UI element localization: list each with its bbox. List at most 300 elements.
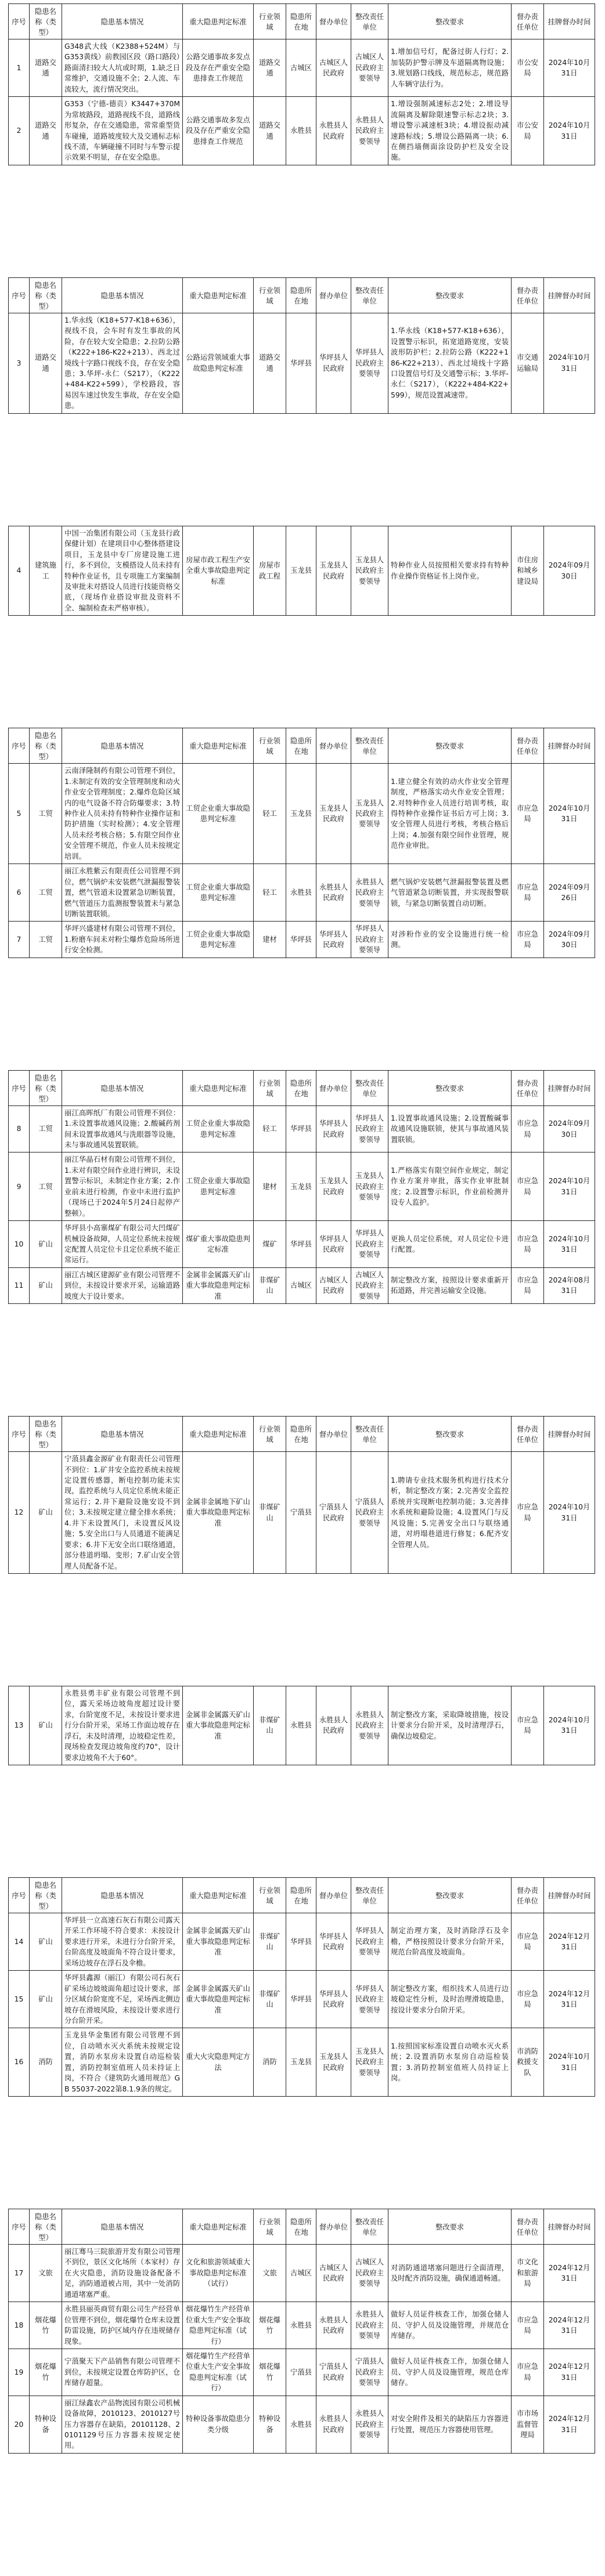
cell-no: 5: [9, 764, 30, 864]
cell-desc: 中国一冶集团有限公司（玉龙县行政保健计划）在建项目中心整体搭建设项目，玉龙县中专厂房建设施工进行，多不到位，支模搭设人员未持有特种作业证书，且专项施工方案编制及审批未对搭设人员进行技能资格交底，（现场作业搭设审批及资料不全、编制检查未严格审核）。: [62, 526, 183, 616]
cell-no: 2: [9, 97, 30, 165]
cell-desc: 丽江骞马三院旅游开发有限公司管理不到位，景区文化场所（本家村）存在火灾隐患，消防设施设备配备不足，消防通道被占用，其中一处消防通道堵塞严重。: [62, 2245, 183, 2302]
table-row: [9, 1452, 595, 1574]
cell-sup: 玉龙县人民政府: [316, 526, 351, 616]
cell-supdept: 市应急局: [512, 764, 544, 864]
cell-supdept: 市应急局: [512, 922, 544, 958]
cell-name: 道路交通: [30, 39, 62, 97]
cell-std: 工贸企业重大事故隐患判定标准: [183, 864, 254, 922]
cell-std: 金属非金属露天矿山重大事故隐患判定标准: [183, 1971, 254, 2028]
cell-sup: 永胜县人民政府: [316, 97, 351, 165]
column-header: 行业领域: [254, 1417, 286, 1452]
cell-time: 2024年12月31日: [544, 2349, 595, 2396]
cell-loc: 华坪县: [286, 922, 316, 958]
cell-std: 工贸企业重大事故隐患判定标准: [183, 1105, 254, 1152]
column-header: 行业领域: [254, 277, 286, 313]
table-row: [9, 1913, 595, 1971]
cell-sup: 玉龙县人民政府: [316, 1152, 351, 1221]
table-row: [9, 764, 595, 864]
cell-supdept: 市市场监督管理局: [512, 2396, 544, 2453]
cell-resp: 华坪县人民政府主要领导: [351, 1913, 388, 1971]
cell-loc: 华坪县: [286, 1971, 316, 2028]
column-header: 整改责任单位: [351, 1070, 388, 1105]
cell-ind: 建材: [254, 922, 286, 958]
cell-std: 特种设备事故隐患分类分级: [183, 2396, 254, 2453]
column-header: 隐患名称（类型）: [30, 1878, 62, 1913]
cell-req: 制定整改方案，采取降坡措施，按设计要求分台阶开采，及时清理浮石，确保边坡稳定。: [388, 1686, 512, 1765]
table-header-row: [9, 2209, 595, 2245]
cell-resp: 玉龙县人民政府主要领导: [351, 764, 388, 864]
cell-no: 8: [9, 1105, 30, 1152]
cell-resp: 永胜县人民政府主要领导: [351, 2396, 388, 2453]
cell-sup: 华坪县人民政府: [316, 1221, 351, 1268]
cell-resp: 古城区人民政府主要领导: [351, 39, 388, 97]
table-row: [9, 2349, 595, 2396]
cell-loc: 古城区: [286, 2245, 316, 2302]
cell-req: 特种作业人员按照相关要求持有特种作业操作资格证书上岗作业。: [388, 526, 512, 616]
column-header: 隐患基本情况: [62, 4, 183, 39]
cell-time: 2024年10月31日: [544, 2028, 595, 2097]
hazard-table: [8, 2209, 595, 2454]
cell-time: 2024年12月31日: [544, 1913, 595, 1971]
cell-supdept: 市应急局: [512, 2302, 544, 2349]
column-header: 挂牌督办时间: [544, 1070, 595, 1105]
column-header: 整改责任单位: [351, 277, 388, 313]
table-row: [9, 526, 595, 616]
cell-name: 烟花爆竹: [30, 2302, 62, 2349]
column-header: 隐患名称（类型）: [30, 1417, 62, 1452]
cell-name: 矿山: [30, 1686, 62, 1765]
cell-supdept: 市应急局: [512, 1452, 544, 1574]
cell-sup: 永胜县人民政府: [316, 864, 351, 922]
cell-req: 对安全附件及相关的缺陷压力容器进行处置，规范压力容器使用管理。: [388, 2396, 512, 2453]
table-row: [9, 1152, 595, 1221]
cell-supdept: 市应急局: [512, 1152, 544, 1221]
column-header: 督办单位: [316, 1070, 351, 1105]
cell-sup: 古城区人民政府: [316, 39, 351, 97]
cell-desc: 华坪县一立高速石灰石有限公司露天开采工作环境不符合要求：未按设计要求进行开采，未进行分台阶开采，台阶高度及坡面角不符合设计要求，采场边坡存在浮石及伞檐。: [62, 1913, 183, 1971]
column-header: 整改要求: [388, 728, 512, 764]
cell-sup: 宁蒗县人民政府: [316, 1452, 351, 1574]
column-header: 重大隐患判定标准: [183, 1417, 254, 1452]
cell-desc: 丽江华晶石材有限公司管理不到位，1.未对有限空间作业进行辨识，未设置警示标识，未制定作业方案；2.作业前未进行检测，作业中未进行监护（现场已于2024年5月24日起停产整顿）。: [62, 1152, 183, 1221]
cell-req: 制定整改方案，按照设计要求重新开拓道路，并完善运输安全设施。: [388, 1267, 512, 1303]
cell-supdept: 市消防救援支队: [512, 2028, 544, 2097]
cell-no: 15: [9, 1971, 30, 2028]
cell-no: 14: [9, 1913, 30, 1971]
cell-std: 金属非金属露天矿山重大事故隐患判定标准: [183, 1913, 254, 1971]
table-header-row: [9, 4, 595, 39]
column-header: 行业领域: [254, 1070, 286, 1105]
cell-std: 工贸企业重大事故隐患判定标准: [183, 764, 254, 864]
cell-req: 做好人员证件核查工作，加强仓储人员、守护人员及设施管理，规范仓库储存。: [388, 2349, 512, 2396]
cell-name: 矿山: [30, 1452, 62, 1574]
column-header: 督办单位: [316, 277, 351, 313]
cell-resp: 宁蒗县人民政府主要领导: [351, 2349, 388, 2396]
column-header: 整改责任单位: [351, 1878, 388, 1913]
cell-std: 公路交通事故多发点段及存在严重安全隐患排查工作规范: [183, 97, 254, 165]
cell-ind: 烟花爆竹: [254, 2349, 286, 2396]
column-header: 整改要求: [388, 277, 512, 313]
column-header: 督办单位: [316, 1878, 351, 1913]
cell-ind: 非煤矿山: [254, 1913, 286, 1971]
column-header: 隐患所在地: [286, 1878, 316, 1913]
cell-ind: 房屋市政工程: [254, 526, 286, 616]
cell-req: 对消防通道堵塞问题进行全面清理，及时配齐消防设施，确保通道畅通。: [388, 2245, 512, 2302]
cell-time: 2024年08月31日: [544, 1267, 595, 1303]
cell-resp: 永胜县人民政府主要领导: [351, 97, 388, 165]
cell-loc: 永胜县: [286, 97, 316, 165]
cell-sup: 永胜县人民政府: [316, 1686, 351, 1765]
cell-ind: 非煤矿山: [254, 1686, 286, 1765]
cell-time: 2024年10月31日: [544, 313, 595, 413]
column-header: 督办责任单位: [512, 2209, 544, 2245]
column-header: 隐患所在地: [286, 2209, 316, 2245]
cell-std: 煤矿重大事故隐患判定标准: [183, 1221, 254, 1268]
cell-std: 工贸企业重大事故隐患判定标准: [183, 922, 254, 958]
cell-req: 1.建立健全有效的动火作业安全管理制度，严格落实动火作业安全管理；2.对特种作业人员进行培训考核，取得特种作业操作证书后方可上岗；3.安全管理人员进行考核，考核合格后上岗；4.加强有限空间作业管理，规范作业审批。: [388, 764, 512, 864]
column-header: 督办单位: [316, 4, 351, 39]
cell-no: 9: [9, 1152, 30, 1221]
table-row: [9, 1221, 595, 1268]
cell-desc: 玉龙县华金集团有限公司管理不到位，自动喷水灭火系统未按规定设置，消防水泵房未设置自动巡检装置，消防控制室值班人员未持证上岗，不符合《建筑防火通用规范》GB 55037-2022第8.1.9条的规定。: [62, 2028, 183, 2097]
column-header: 隐患所在地: [286, 4, 316, 39]
cell-name: 工贸: [30, 1105, 62, 1152]
cell-loc: 玉龙县: [286, 526, 316, 616]
column-header: 整改责任单位: [351, 728, 388, 764]
cell-no: 10: [9, 1221, 30, 1268]
column-header: 督办责任单位: [512, 728, 544, 764]
column-header: 隐患所在地: [286, 728, 316, 764]
cell-name: 道路交通: [30, 313, 62, 413]
column-header: 隐患名称（类型）: [30, 728, 62, 764]
column-header: 整改责任单位: [351, 1417, 388, 1452]
column-header: 重大隐患判定标准: [183, 2209, 254, 2245]
cell-name: 矿山: [30, 1971, 62, 2028]
cell-ind: 道路交通: [254, 97, 286, 165]
cell-no: 4: [9, 526, 30, 616]
column-header: 行业领域: [254, 4, 286, 39]
cell-time: 2024年12月31日: [544, 2302, 595, 2349]
column-header: 重大隐患判定标准: [183, 1070, 254, 1105]
hazard-table: [8, 3, 595, 165]
cell-resp: 华坪县人民政府主要领导: [351, 922, 388, 958]
column-header: 督办责任单位: [512, 277, 544, 313]
cell-std: 文化和旅游领域重大事故隐患判定标准（试行）: [183, 2245, 254, 2302]
cell-req: 制定整改方案，组织技术人员进行边坡稳定性分析，及时治理滑坡隐患，按设计要求分台阶开采。: [388, 1971, 512, 2028]
cell-name: 工贸: [30, 764, 62, 864]
cell-supdept: 市公安局: [512, 39, 544, 97]
column-header: 隐患基本情况: [62, 1070, 183, 1105]
column-header: 行业领域: [254, 728, 286, 764]
column-header: 督办责任单位: [512, 1070, 544, 1105]
cell-no: 16: [9, 2028, 30, 2097]
column-header: 挂牌督办时间: [544, 4, 595, 39]
cell-supdept: 市文化和旅游局: [512, 2245, 544, 2302]
column-header: 整改责任单位: [351, 4, 388, 39]
cell-ind: 煤矿: [254, 1221, 286, 1268]
column-header: 隐患名称（类型）: [30, 2209, 62, 2245]
hazard-table: [8, 277, 595, 414]
cell-std: 公路运营领域重大事故隐患判定标准: [183, 313, 254, 413]
column-header: 整改责任单位: [351, 2209, 388, 2245]
column-header: 隐患基本情况: [62, 1417, 183, 1452]
column-header: 督办责任单位: [512, 4, 544, 39]
cell-supdept: 市公安局: [512, 97, 544, 165]
table-header-row: [9, 728, 595, 764]
cell-resp: 华坪县人民政府主要领导: [351, 313, 388, 413]
cell-supdept: 市应急局: [512, 1913, 544, 1971]
cell-time: 2024年09月26日: [544, 864, 595, 922]
cell-supdept: 市住房和城乡建设局: [512, 526, 544, 616]
cell-desc: 丽江永胜紫云有限责任公司管理不到位，燃气锅炉未安装燃气泄漏报警装置，燃气管道未设置紧急切断装置，燃气管道压力监测报警装置未与紧急切断装置联锁。: [62, 864, 183, 922]
cell-no: 12: [9, 1452, 30, 1574]
cell-time: 2024年10月31日: [544, 1221, 595, 1268]
cell-req: 1.增设强制减速标志2处；2.增设导流隔离及解除限速警示标志2块；3.增设警示减速桩3块；4.增设振动减速路标线；5.增设公路隔离一块；6.在侧挡墙侧面涂设防护栏及安全设施。: [388, 97, 512, 165]
cell-name: 矿山: [30, 1913, 62, 1971]
cell-no: 18: [9, 2302, 30, 2349]
cell-sup: 华坪县人民政府: [316, 922, 351, 958]
table-row: [9, 2302, 595, 2349]
cell-time: 2024年10月31日: [544, 1452, 595, 1574]
column-header: 隐患基本情况: [62, 2209, 183, 2245]
cell-no: 17: [9, 2245, 30, 2302]
column-header: 隐患基本情况: [62, 728, 183, 764]
cell-req: 对涉粉作业的安全设施进行统一检测。: [388, 922, 512, 958]
column-header: 督办责任单位: [512, 1417, 544, 1452]
cell-name: 工贸: [30, 1152, 62, 1221]
cell-sup: 华坪县人民政府: [316, 1105, 351, 1152]
cell-loc: 永胜县: [286, 2396, 316, 2453]
cell-ind: 非煤矿山: [254, 1267, 286, 1303]
cell-resp: 永胜县人民政府主要领导: [351, 1686, 388, 1765]
cell-ind: 轻工: [254, 764, 286, 864]
cell-resp: 华坪县人民政府主要领导: [351, 1221, 388, 1268]
cell-req: 更换人员定位系统，对人员定位卡进行配置。: [388, 1221, 512, 1268]
column-header: 挂牌督办时间: [544, 277, 595, 313]
column-header: 挂牌督办时间: [544, 2209, 595, 2245]
cell-loc: 古城区: [286, 39, 316, 97]
cell-req: 1.华永线（K18+577-K18+636），设置警示标识，拓宽道路宽度，安装波形防护栏；2.拉防公路（K222+186-K22+213）、西北过境线十字路口设置信号灯及交通警示标；3.华坪-永仁（S217），（K222+484-K22+599），规范设置减速带。: [388, 313, 512, 413]
cell-supdept: 市应急局: [512, 864, 544, 922]
cell-no: 6: [9, 864, 30, 922]
cell-desc: 丽江古城区建源矿业有限公司管理不到位，未按设计要求开采，运输道路坡度大于设计要求。: [62, 1267, 183, 1303]
column-header: 隐患所在地: [286, 1070, 316, 1105]
column-header: 整改要求: [388, 1417, 512, 1452]
table-row: [9, 1686, 595, 1765]
table-header-row: [9, 277, 595, 313]
table-header-row: [9, 1070, 595, 1105]
table-row: [9, 1971, 595, 2028]
cell-name: 文旅: [30, 2245, 62, 2302]
hazard-table: [8, 526, 595, 616]
table-header-row: [9, 1417, 595, 1452]
column-header: 隐患基本情况: [62, 1878, 183, 1913]
cell-name: 烟花爆竹: [30, 2349, 62, 2396]
column-header: 重大隐患判定标准: [183, 728, 254, 764]
cell-resp: 玉龙县人民政府主要领导: [351, 2028, 388, 2097]
cell-loc: 华坪县: [286, 1105, 316, 1152]
cell-std: 金属非金属露天矿山重大事故隐患判定标准: [183, 1686, 254, 1765]
hazard-table: [8, 1416, 595, 1574]
cell-no: 3: [9, 313, 30, 413]
cell-time: 2024年10月31日: [544, 97, 595, 165]
cell-ind: 非煤矿山: [254, 1971, 286, 2028]
column-header: 隐患所在地: [286, 277, 316, 313]
table-row: [9, 2396, 595, 2453]
column-header: 隐患基本情况: [62, 277, 183, 313]
hazard-table: [8, 1686, 595, 1765]
cell-name: 消防: [30, 2028, 62, 2097]
cell-loc: 宁蒗县: [286, 1452, 316, 1574]
column-header: 行业领域: [254, 1878, 286, 1913]
cell-sup: 永胜县人民政府: [316, 2396, 351, 2453]
cell-resp: 宁蒗县人民政府主要领导: [351, 1452, 388, 1574]
cell-ind: 特种设备: [254, 2396, 286, 2453]
cell-sup: 永胜县人民政府: [316, 2302, 351, 2349]
column-header: 序号: [9, 4, 30, 39]
column-header: 序号: [9, 2209, 30, 2245]
cell-name: 工贸: [30, 922, 62, 958]
cell-supdept: 市应急局: [512, 1686, 544, 1765]
cell-resp: 华坪县人民政府主要领导: [351, 1105, 388, 1152]
cell-desc: 华坪兴盛建材有限公司管理不到位，1.粉磨车间未对粉尘爆炸危险场所进行安全检测。: [62, 922, 183, 958]
hazard-table: [8, 1877, 595, 2097]
column-header: 整改要求: [388, 1070, 512, 1105]
table-row: [9, 2245, 595, 2302]
cell-loc: 宁蒗县: [286, 2349, 316, 2396]
cell-ind: 烟花爆竹: [254, 2302, 286, 2349]
cell-name: 矿山: [30, 1221, 62, 1268]
table-row: [9, 39, 595, 97]
cell-desc: 丽江高晖纸厂有限公司管理不到位：1.未设置事故通风设施；2.酸碱药剂间未设置事故通风与洗眼器等设施，未与事故通风装置联锁。: [62, 1105, 183, 1152]
cell-req: 做好人员证件核查工作，加强仓储人员、守护人员及设施管理，并规范仓库储存。: [388, 2302, 512, 2349]
cell-name: 建筑施工: [30, 526, 62, 616]
cell-desc: 华坪县小高寨煤矿有限公司大凹煤矿机械设备故障，人员定位系统未按规定配置人员定位卡且定位系统不能正常运行。: [62, 1221, 183, 1268]
cell-req: 1.增加信号灯，配备过街人行灯；2.加装防护警示牌及车道隔离物设施；3.规划路口线线，规范标志，规范路人车辆守法行为。: [388, 39, 512, 97]
cell-sup: 古城区人民政府: [316, 1267, 351, 1303]
cell-no: 1: [9, 39, 30, 97]
cell-std: 房屋市政工程生产安全重大事故隐患判定标准: [183, 526, 254, 616]
cell-std: 公路交通事故多发点段及存在严重安全隐患排查工作规范: [183, 39, 254, 97]
cell-std: 烟花爆竹生产经营单位重大生产安全事故隐患判定标准（试行）: [183, 2302, 254, 2349]
cell-loc: 古城区: [286, 1267, 316, 1303]
cell-req: 1.严格落实有限空间作业规定，制定作业方案并审批，落实作业审批制度；2.设置警示标识，作业前检测并设专人监护。: [388, 1152, 512, 1221]
cell-time: 2024年10月31日: [544, 1686, 595, 1765]
cell-no: 13: [9, 1686, 30, 1765]
cell-resp: 永胜县人民政府主要领导: [351, 2302, 388, 2349]
cell-ind: 消防: [254, 2028, 286, 2097]
cell-req: 1.设置事故通风设施；2.设置酸碱事故通风设施联锁，使其与事故通风装置联锁。: [388, 1105, 512, 1152]
column-header: 序号: [9, 1070, 30, 1105]
cell-no: 7: [9, 922, 30, 958]
cell-desc: G348武大线（K2388+524M）与G353黄线）前教园区段（路口路段）路面清扫较大人坑或时期，1.缺乏日常维护，交通设施不全；2.人流、车流较大，流行情况突出。: [62, 39, 183, 97]
column-header: 整改要求: [388, 1878, 512, 1913]
column-header: 序号: [9, 277, 30, 313]
cell-desc: G353（宁德-德贡）K3447+370M为常坡路段，道路视线不良，道路线形复杂，存在交通隐患，常常重型货车碰撞，道路坡度较大及交通标志标线不清，车辆碰撞不同时与车警示提示效果不明显，存在安全隐患。: [62, 97, 183, 165]
table-row: [9, 1105, 595, 1152]
cell-loc: 永胜县: [286, 864, 316, 922]
cell-time: 2024年10月31日: [544, 39, 595, 97]
cell-loc: 华坪县: [286, 1913, 316, 1971]
cell-desc: 云南泽隆制药有限公司管理不到位，1.未制定有效的安全管理制度和动火作业安全管理制度；2.爆炸危险区域内的电气设备不符合防爆要求；3.特种作业人员未持有特种作业操作证和防护措施（实时检测）；4.安全管理人员未经考核合格；5.有限空间作业安全管理不规范，作业人员未按规定培训。: [62, 764, 183, 864]
column-header: 序号: [9, 1878, 30, 1913]
table-header-row: [9, 1878, 595, 1913]
cell-ind: 轻工: [254, 864, 286, 922]
table-row: [9, 97, 595, 165]
hazard-table: [8, 1070, 595, 1304]
cell-req: 1.聘请专业技术服务机构进行技术分析，制定整改方案；2.完善安全监控系统并实现断电控制功能；3.完善排水系统和避险设施；4.设置风门与反风设施；5.完善安全出口与联络通道，对坍塌巷道进行修复；6.配齐安全管理人员。: [388, 1452, 512, 1574]
cell-std: 工贸企业重大事故隐患判定标准: [183, 1152, 254, 1221]
cell-loc: 玉龙县: [286, 1152, 316, 1221]
cell-desc: 1.华永线（K18+577-K18+636），视线不良，会车时有发生事故的风险，存在较大安全隐患；2.拉防公路（K222+186-K22+213）、西北过境线十字路口视线不良，存在安全隐患；3.华坪-永仁（S217），（K222+484-K22+599），学校路段，容易因车速过快发生事故，存在安全隐患。: [62, 313, 183, 413]
cell-ind: 非煤矿山: [254, 1452, 286, 1574]
cell-time: 2024年12月31日: [544, 1971, 595, 2028]
cell-loc: 玉龙县: [286, 2028, 316, 2097]
cell-time: 2024年09月30日: [544, 526, 595, 616]
cell-req: 燃气锅炉安装燃气泄漏报警装置及燃气管道紧急切断装置，并实现报警联锁，与紧急切断装置自动切断。: [388, 864, 512, 922]
column-header: 隐患名称（类型）: [30, 1070, 62, 1105]
column-header: 整改要求: [388, 2209, 512, 2245]
column-header: 序号: [9, 728, 30, 764]
column-header: 整改要求: [388, 4, 512, 39]
cell-resp: 永胜县人民政府主要领导: [351, 864, 388, 922]
cell-sup: 华坪县人民政府: [316, 1971, 351, 2028]
cell-req: 1.按照国家标准设置自动喷水灭火系统；2.设置消防水泵房自动巡检装置；3.消防控制室值班人员持证上岗。: [388, 2028, 512, 2097]
column-header: 挂牌督办时间: [544, 728, 595, 764]
cell-resp: 华坪县人民政府主要领导: [351, 1971, 388, 2028]
cell-resp: 古城区人民政府主要领导: [351, 1267, 388, 1303]
cell-ind: 轻工: [254, 1105, 286, 1152]
cell-ind: 文旅: [254, 2245, 286, 2302]
column-header: 督办单位: [316, 2209, 351, 2245]
cell-sup: 华坪县人民政府: [316, 1913, 351, 1971]
cell-name: 工贸: [30, 864, 62, 922]
table-row: [9, 1267, 595, 1303]
cell-supdept: 市应急局: [512, 2349, 544, 2396]
cell-desc: 永胜县勇丰矿业有限公司管理不到位，露天采场边坡角度超过设计要求，台阶宽度不足，未按设计要求进行分台阶开采，采场工作面边坡存在浮石，未及时清理，边坡稳定性差，现场检查发现边坡角度约70°，设计要求边坡角不大于60°。: [62, 1686, 183, 1765]
cell-ind: 道路交通: [254, 39, 286, 97]
table-row: [9, 864, 595, 922]
cell-loc: 玉龙县: [286, 764, 316, 864]
cell-time: 2024年12月31日: [544, 2245, 595, 2302]
cell-desc: 永胜县丽英商贸有限公司生产经营单位管理不到位，烟花爆竹仓库未设置防雷设施，防护区域内存在违规储存现象。: [62, 2302, 183, 2349]
cell-resp: 玉龙县人民政府主要领导: [351, 1152, 388, 1221]
cell-time: 2024年09月30日: [544, 922, 595, 958]
column-header: 重大隐患判定标准: [183, 4, 254, 39]
cell-desc: 宁蒗聚天下产品销售有限公司管理不到位，未按规定设置仓库防护区，仓库储存超量。: [62, 2349, 183, 2396]
cell-loc: 永胜县: [286, 2302, 316, 2349]
cell-time: 2024年09月30日: [544, 1105, 595, 1152]
cell-std: 金属非金属露天矿山重大事故隐患判定标准: [183, 1267, 254, 1303]
cell-time: 2024年10月31日: [544, 1152, 595, 1221]
cell-ind: 建材: [254, 1152, 286, 1221]
cell-desc: 宁蒗县鑫金源矿业有限责任公司管理不到位：1.矿井安全监控系统未按规定设置传感器，断电控制功能未实现，监控系统与人员定位系统未能正常运行；2.井下避险设施安设不到位；3.未按规定建立健全排水系统；4.井下未设置风门，未设置反风设施；5.安全出口与人员通道不能满足要求；6.井下无安全出口联络通道，部分巷道坍塌、变形；7.矿山安全管理人员配备不足。: [62, 1452, 183, 1574]
cell-req: 制定治理方案，及时消除浮石及伞檐，严格按照设计要求分台阶开采，规范台阶高度及坡面角。: [388, 1913, 512, 1971]
cell-loc: 华坪县: [286, 1221, 316, 1268]
cell-name: 矿山: [30, 1267, 62, 1303]
column-header: 行业领域: [254, 2209, 286, 2245]
cell-no: 20: [9, 2396, 30, 2453]
column-header: 挂牌督办时间: [544, 1878, 595, 1913]
table-row: [9, 2028, 595, 2097]
cell-sup: 玉龙县人民政府: [316, 2028, 351, 2097]
cell-name: 特种设备: [30, 2396, 62, 2453]
cell-resp: 古城区人民政府主要领导: [351, 2245, 388, 2302]
cell-std: 烟花爆竹生产经营单位重大生产安全事故隐患判定标准（试行）: [183, 2349, 254, 2396]
cell-loc: 永胜县: [286, 1686, 316, 1765]
column-header: 隐患名称（类型）: [30, 4, 62, 39]
